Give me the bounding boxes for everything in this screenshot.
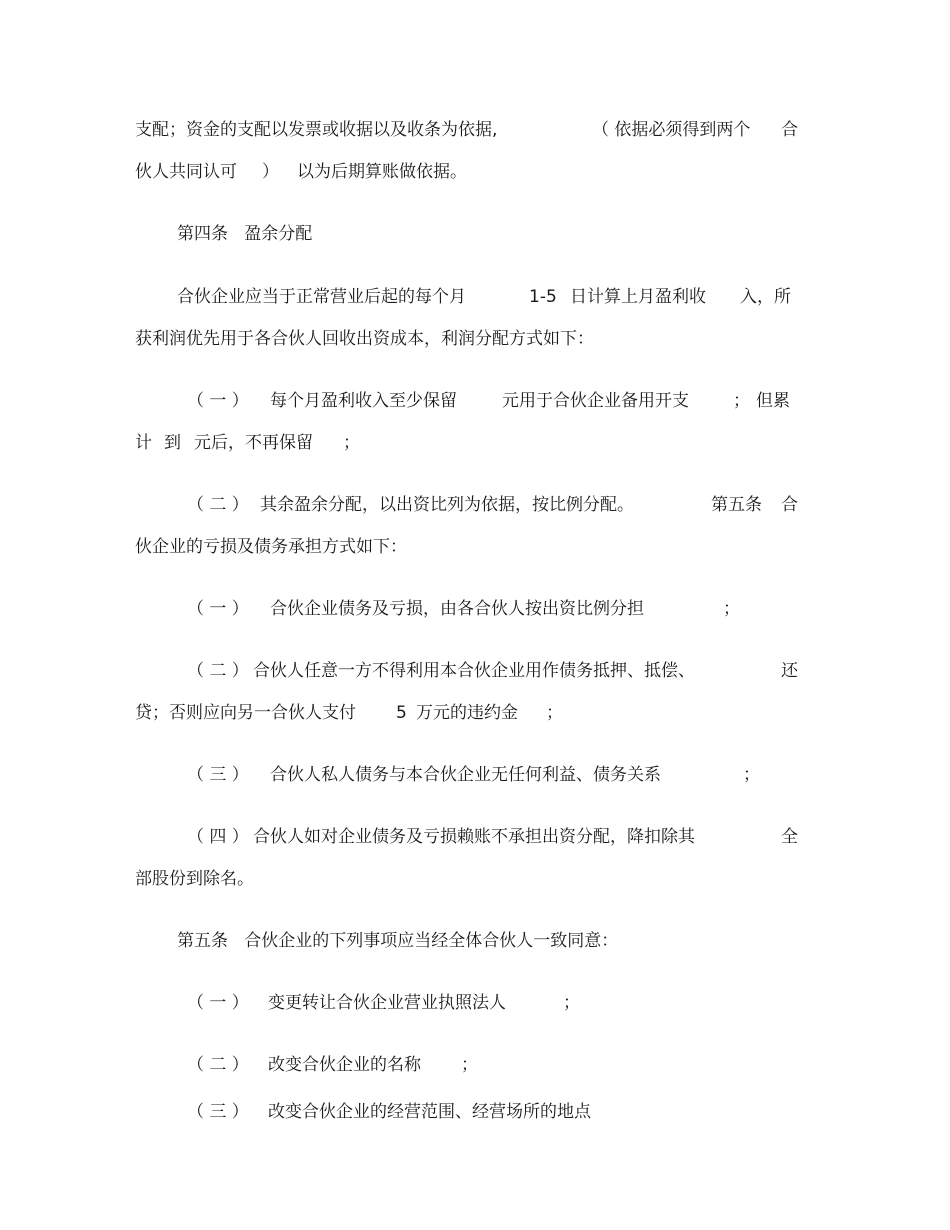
text-segment: 合 (781, 495, 798, 515)
text-segment: ； (343, 433, 360, 453)
text-segment: （ 二 ） (187, 495, 249, 515)
text-line (0, 988, 950, 1018)
text-segment: 合伙企业应当于正常营业后起的每个月 (177, 287, 466, 307)
text-segment: 合伙人私人债务与本合伙企业无任何利益、债务关系 (270, 765, 661, 785)
text-line (0, 115, 950, 145)
text-line (0, 760, 950, 790)
text-line (0, 1050, 950, 1080)
text-segment: ； (733, 391, 750, 411)
text-segment: 部股份到除名。 (135, 869, 254, 889)
text-segment: 支配；资金的支配以发票或收据以及收条为依据, (135, 120, 498, 140)
text-segment: 合伙人如对企业债务及亏损赖账不承担出资分配，降扣除其 (253, 827, 695, 847)
text-segment: （ 一 ） (187, 391, 249, 411)
text-segment: 还 (781, 661, 798, 681)
text-line (0, 594, 950, 624)
text-segment: 其余盈余分配，以出资比列为依据，按比例分配。 (260, 495, 634, 515)
text-segment: 1-5 (529, 287, 557, 307)
text-line (0, 822, 950, 852)
text-line (0, 157, 950, 187)
text-segment: 计 (135, 433, 152, 453)
text-line (0, 386, 950, 416)
text-segment: 合伙企业债务及亏损，由各合伙人按出资比例分担 (270, 599, 644, 619)
text-segment: 获利润优先用于各合伙人回收出资成本，利润分配方式如下： (135, 329, 594, 349)
text-line (0, 656, 950, 686)
text-line (0, 324, 950, 354)
text-segment: 改变合伙企业的经营范围、经营场所的地点 (268, 1102, 591, 1122)
text-segment: 第五条 合伙企业的下列事项应当经全体合伙人一致同意： (177, 931, 619, 951)
section-heading (0, 219, 950, 249)
text-segment: （ 一 ） (187, 599, 249, 619)
text-line (0, 282, 950, 312)
section-heading (0, 926, 950, 956)
text-segment: 5 (396, 703, 407, 723)
text-segment: ； (723, 599, 740, 619)
text-segment: 每个月盈利收入至少保留 (270, 391, 457, 411)
text-segment: ； (546, 703, 563, 723)
text-segment: 全 (781, 827, 798, 847)
text-segment: （ 依据必须得到两个 (592, 120, 751, 140)
text-segment: 贷；否则应向另一合伙人支付 (135, 703, 356, 723)
text-line (0, 1097, 950, 1127)
text-segment: 元后，不再保留 (194, 433, 313, 453)
text-segment: 第五条 (711, 495, 762, 515)
text-segment: 日计算上月盈利收 (570, 287, 706, 307)
text-segment: （ 一 ） (187, 993, 249, 1013)
text-segment: ） (262, 162, 279, 182)
text-segment: 合 (781, 120, 798, 140)
text-line (0, 532, 950, 562)
text-segment: （ 三 ） (187, 765, 249, 785)
text-segment: 伙人共同认可 (135, 162, 237, 182)
text-segment: 改变合伙企业的名称 (268, 1055, 421, 1075)
text-segment: 到 (164, 433, 181, 453)
text-segment: （ 二 ） (187, 1055, 249, 1075)
text-segment: 万元的违约金 (416, 703, 518, 723)
text-segment: ； (563, 993, 580, 1013)
text-line (0, 428, 950, 458)
text-segment: 第四条 盈余分配 (177, 224, 313, 244)
text-segment: 但累 (756, 391, 790, 411)
text-segment: （ 四 ） (187, 827, 249, 847)
text-line (0, 490, 950, 520)
text-segment: 元用于合伙企业备用开支 (502, 391, 689, 411)
text-segment: （ 二 ） (187, 661, 249, 681)
text-segment: 伙企业的亏损及债务承担方式如下： (135, 537, 407, 557)
text-line (0, 864, 950, 894)
text-segment: 变更转让合伙企业营业执照法人 (268, 993, 506, 1013)
text-segment: （ 三 ） (187, 1102, 249, 1122)
text-line (0, 698, 950, 728)
text-segment: 以为后期算账做依据。 (297, 162, 467, 182)
text-segment: 入，所 (740, 287, 791, 307)
text-segment: ； (743, 765, 760, 785)
text-segment: 合伙人任意一方不得利用本合伙企业用作债务抵押、抵偿、 (253, 661, 695, 681)
text-segment: ； (461, 1055, 478, 1075)
